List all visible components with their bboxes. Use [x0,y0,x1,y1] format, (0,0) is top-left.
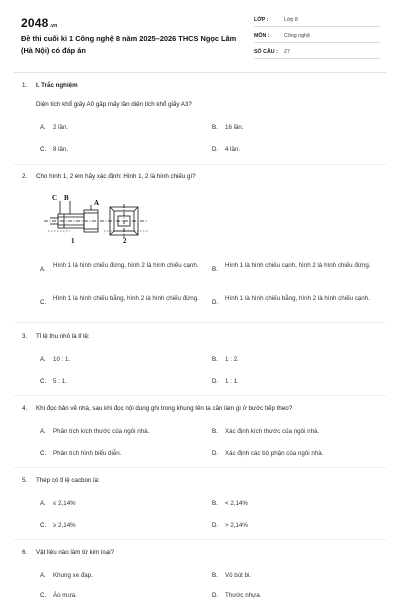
option-letter: D. [212,299,219,306]
option-letter: B. [212,266,218,273]
question-text: Vật liệu nào làm từ kim loại? [36,549,115,556]
option-text: Áo mưa. [53,592,77,599]
meta-value: Công nghệ [284,33,310,39]
meta-row-count [254,47,380,59]
option-letter: D. [212,592,219,599]
option-letter: A. [40,572,46,579]
divider [14,467,386,468]
header-divider [14,72,386,73]
figure-label-2: 2 [123,237,127,245]
option-text: Hình 1 là hình chiếu đứng, hình 2 là hình chiếu cạnh. [53,262,199,269]
option-text: Vỏ bút bi. [225,572,252,579]
exam-meta [254,15,380,63]
option-text: Thước nhựa. [225,592,262,599]
option-letter: A. [40,500,46,507]
logo-text: 2048 [21,16,49,30]
question-number: 2. [22,173,28,180]
option-text: ≥ 2,14% [53,522,76,529]
option-letter: B. [212,572,218,579]
option-text: 1 : 2. [225,356,239,363]
option-text: Khung xe đạp. [53,572,93,579]
document-title: Đề thi cuối kì 1 Công nghệ 8 năm 2025–2026 THCS Ngọc Lâm (Hà Nội) có đáp án [21,34,237,55]
figure-label-1: 1 [71,237,75,245]
option-text: ≤ 2,14% [53,500,76,507]
option-text: 8 lần. [53,146,69,153]
question-text: Khi đọc bản vẽ nhà, sau khi đọc nội dung ghi trong khung tên ta cần làm gì ở bước tiếp theo? [36,405,293,412]
option-text: 1 : 1. [225,378,239,385]
meta-key: LỚP : [254,17,269,23]
divider [14,164,386,165]
option-letter: C. [40,522,47,529]
question-text: Diện tích khổ giấy A0 gấp mấy lần diện tích khổ giấy A3? [36,101,192,108]
option-text: > 2,14% [225,522,248,529]
option-text: Hình 1 là hình chiếu bằng, hình 2 là hình chiếu đứng. [53,295,199,302]
question-number: 3. [22,333,28,340]
question-text: Thép có tỉ lệ cacbon là: [36,477,100,484]
option-text: 4 lần. [225,146,241,153]
question-number: 6. [22,549,28,556]
option-letter: C. [40,378,47,385]
option-letter: D. [212,450,219,457]
option-letter: A. [40,124,46,131]
option-text: Hình 1 là hình chiếu cạnh, hình 2 là hình chiếu đứng. [225,262,371,269]
meta-row-class [254,15,380,27]
meta-row-subject [254,31,380,43]
divider [14,322,386,323]
option-letter: C. [40,592,47,599]
option-text: Phân tích kích thước của ngôi nhà. [53,428,150,435]
option-letter: B. [212,124,218,131]
option-letter: B. [212,356,218,363]
figure-label-c: C [52,194,58,202]
option-letter: B. [212,500,218,507]
option-letter: C. [40,146,47,153]
projection-figure [40,190,150,248]
question-number: 4. [22,405,28,412]
section-number: 1. [22,82,28,89]
question-number: 5. [22,477,28,484]
option-text: Xác định kích thước của ngôi nhà. [225,428,320,435]
option-letter: A. [40,428,46,435]
option-letter: C. [40,450,47,457]
logo-suffix: .vn [49,23,58,29]
option-text: Hình 1 là hình chiếu bằng, hình 2 là hình chiếu cạnh. [225,295,370,302]
option-text: < 2,14% [225,500,248,507]
figure-label-b: B [64,194,69,202]
meta-value: 27 [284,49,290,55]
option-text: 2 lần. [53,124,69,131]
site-logo[interactable] [21,16,57,30]
option-letter: B. [212,428,218,435]
option-text: 5 : 1. [53,378,67,385]
option-letter: D. [212,378,219,385]
option-text: 10 : 1. [53,356,71,363]
meta-key: SỐ CÂU : [254,49,278,55]
divider [14,539,386,540]
figure-label-a: A [94,199,100,207]
section-title: I. Trắc nghiệm [36,82,78,89]
option-letter: C. [40,299,47,306]
option-letter: A. [40,356,46,363]
option-letter: A. [40,266,46,273]
meta-key: MÔN : [254,33,270,39]
option-text: Xác định các bộ phận của ngôi nhà. [225,450,324,457]
question-text: Tỉ lệ thu nhỏ là tỉ lệ: [36,333,90,340]
option-letter: D. [212,522,219,529]
option-text: 16 lần. [225,124,244,131]
option-letter: D. [212,146,219,153]
question-text: Cho hình 1, 2 em hãy xác định: Hình 1, 2 là hình chiếu gì? [36,173,196,180]
option-text: Phân tích hình biểu diễn. [53,450,122,457]
meta-value: Lớp 8 [284,17,298,23]
divider [14,395,386,396]
